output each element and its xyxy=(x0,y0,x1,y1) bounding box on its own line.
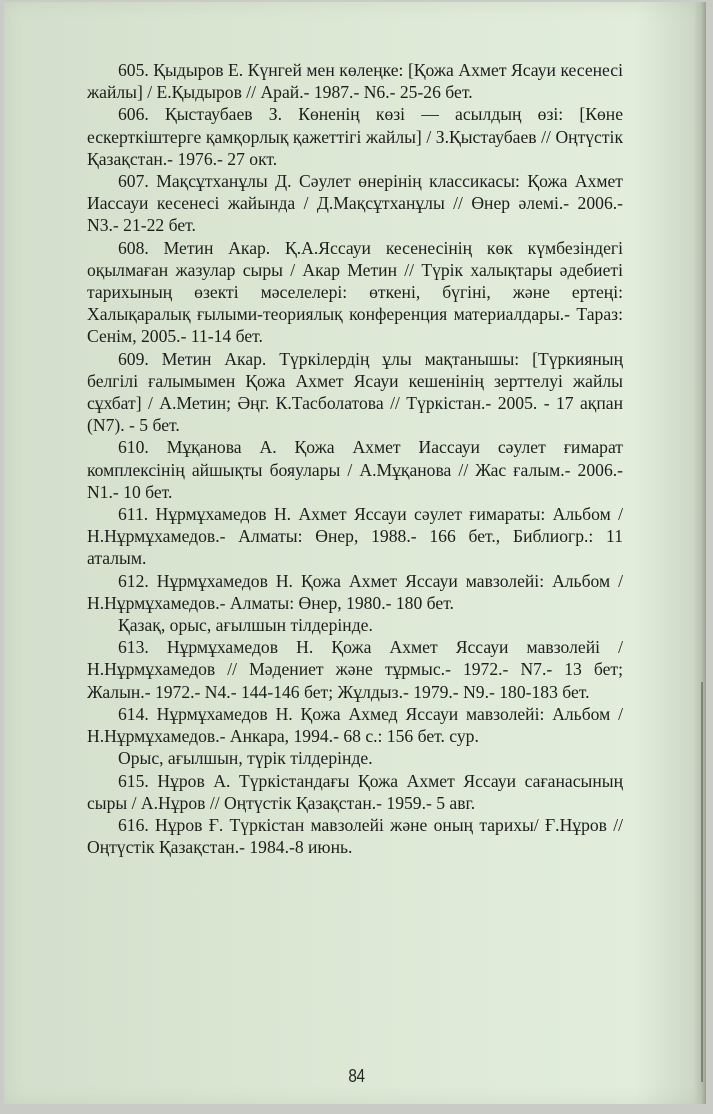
entry-611: 611. Нұрмұхамедов Н. Ахмет Яссауи сәулет ғимараты: Альбом / Н.Нұрмұхамедов.- Алматы: Өнер, 1988.- 166 бет., Библиогр.: 11 аталым. xyxy=(87,504,623,569)
page-number: 84 xyxy=(348,1066,365,1086)
bibliography-list xyxy=(87,59,623,858)
entry-612-language-note: Қазақ, орыс, ағылшын тілдерінде. xyxy=(118,615,373,636)
entry-605: 605. Қыдыров Е. Күнгей мен көлеңке: [Қожа Ахмет Ясауи кесенесі жайлы] / Е.Қыдыров // Арай.- 1987.- N6.- 25-26 бет. xyxy=(87,60,623,103)
entry-614: 614. Нұрмұхамедов Н. Қожа Ахмед Яссауи мавзолейі: Альбом / Н.Нұрмұхамедов.- Анкара, 1994.- 68 с.: 156 бет. сур. xyxy=(87,703,623,747)
entry-615: 615. Нұров А. Түркістандағы Қожа Ахмет Яссауи сағанасының сыры / А.Нұров // Оңтүстік Қазақстан.- 1959.- 5 авг. xyxy=(87,770,623,813)
entry-607: 607. Мақсұтханұлы Д. Сәулет өнерінің классикасы: Қожа Ахмет Иассауи кесенесі жайында / Д.Мақсұтханұлы // Өнер әлемі.- 2006.- N3.- 21-22 бет. xyxy=(87,171,623,236)
entry-612: 612. Нұрмұхамедов Н. Қожа Ахмет Яссауи мавзолейі: Альбом / Н.Нұрмұхамедов.- Алматы: Өнер, 1980.- 180 бет. xyxy=(87,570,623,613)
entry-616: 616. Нұров Ғ. Түркістан мавзолейі және оның тарихы/ Ғ.Нұров // Оңтүстік Қазақстан.- 1984.-8 июнь. xyxy=(87,814,623,858)
page-spine-shadow xyxy=(694,2,706,1104)
entry-610: 610. Мұқанова А. Қожа Ахмет Иассауи сәулет ғимарат комплексінің айшықты бояулары / А.Мұқанова // Жас ғалым.- 2006.- N1.- 10 бет. xyxy=(87,437,623,502)
page-edge-line xyxy=(701,682,703,1082)
entry-606: 606. Қыстаубаев З. Көненің көзі — асылдың өзі: [Көне ескерткіштерге қамқорлық қажеттігі жайлы] / З.Қыстаубаев // Оңтүстік Қазақстан.- 1976.- 27 окт. xyxy=(87,104,623,169)
entry-609: 609. Метин Акар. Түркілердің ұлы мақтанышы: [Түркияның белгілі ғалымымен Қожа Ахмет Ясауи кешенінің зерттелуі жайлы сұхбат] / А.Метин; Әңг. К.Тасболатова // Түркістан.- 2005. - 17 ақпан (N7). - 5 бет. xyxy=(87,348,623,436)
entry-614-language-note: Орыс, ағылшын, түрік тілдерінде. xyxy=(118,748,373,769)
entry-613: 613. Нұрмұхамедов Н. Қожа Ахмет Яссауи мавзолейі / Н.Нұрмұхамедов // Мәдениет және тұрмыс.- 1972.- N7.- 13 бет; Жалын.- 1972.- N4.- 144-146 бет; Жұлдыз.- 1979.- N9.- 180-183 бет. xyxy=(87,637,623,702)
entry-608: 608. Метин Акар. Қ.А.Яссауи кесенесінің көк күмбезіндегі оқылмаған жазулар сыры / Акар Метин // Түрік халықтары әдебиеті тарихының өзекті мәселелері: өткені, бүгіні, және ертеңі: Халықаралық ғылыми-теориялық конференция материалдары.- Тараз: Сенім, 2005.- 11-14 бет. xyxy=(87,237,623,347)
